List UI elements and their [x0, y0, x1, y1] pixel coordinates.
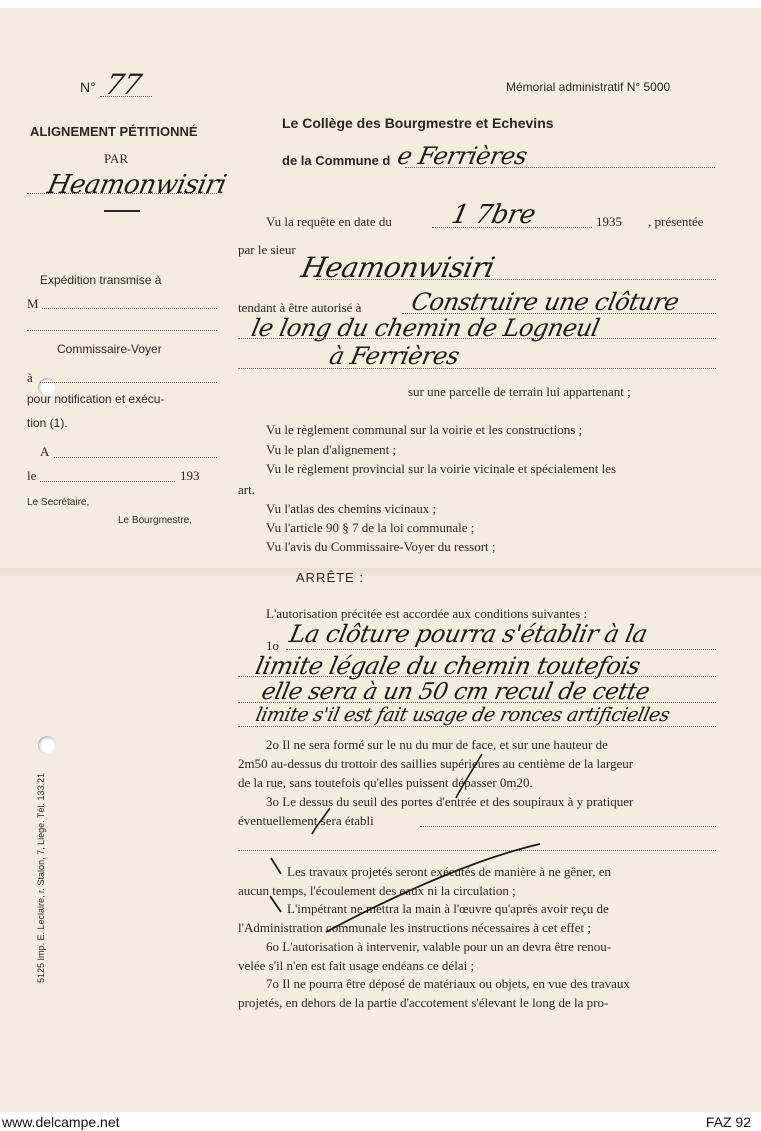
footer-reference: FAZ 92 [705, 1114, 751, 1130]
conditions-intro: L'autorisation précitée est accordée aux conditions suivantes : [266, 606, 588, 621]
a-place-label: A [40, 444, 50, 459]
notification-line-2: tion (1). [27, 416, 68, 430]
condition-3-line-1: 3o Le dessus du seuil des portes d'entrée et des soupiraux à y pratiquer [266, 794, 634, 809]
petitioner-name-handwritten: Heamonwisiri [44, 170, 229, 200]
a-label: à [27, 370, 33, 385]
vu-article-90: Vu l'article 90 § 7 de la loi communale ; [266, 520, 475, 535]
commune-name-handwritten: e Ferrières [395, 142, 530, 170]
condition-3-line-2: éventuellement sera établi [238, 813, 374, 828]
vu-atlas: Vu l'atlas des chemins vicinaux ; [266, 501, 437, 516]
notification-line-1: pour notification et exécu- [27, 392, 165, 406]
vu-reglement-provincial: Vu le règlement provincial sur la voirie vicinale et spécialement les [266, 461, 617, 476]
watermark-footer [0, 1113, 761, 1131]
year-193: 193 [180, 468, 200, 483]
condition-2-line-1: 2o Il ne sera formé sur le nu du mur de face, et sur une hauteur de [266, 737, 608, 752]
request-object-handwritten-3: à Ferrières [327, 342, 462, 370]
document-sheet [0, 8, 761, 1112]
number-handwritten: 77 [102, 68, 145, 101]
expedition-label: Expédition transmise à [40, 273, 162, 287]
condition-5-line-1: L'impétrant ne mettra la main à l'œuvre qu'après avoir reçu de [287, 901, 609, 916]
presentee-label: , présentée [648, 214, 704, 229]
secretaire-label: Le Secrétaire, [27, 497, 90, 508]
condition-5-line-2: l'Administration communale les instructions nécessaires à cet effet ; [238, 920, 591, 935]
condition-2-line-3: de la rue, sans toutefois qu'elles puissent dépasser 0m20. [238, 775, 533, 790]
condition-1-number: 1o [266, 638, 279, 653]
college-heading: Le Collège des Bourgmestre et Echevins [282, 115, 554, 131]
sieur-name-handwritten: Heamonwisiri [298, 251, 498, 284]
request-object-handwritten-1: Construire une clôture [409, 288, 682, 316]
request-date-handwritten: 1 7bre [448, 200, 539, 230]
condition-1-handwritten-2: limite légale du chemin toutefois [253, 652, 643, 680]
condition-7-line-1: 7o Il ne pourra être déposé de matériaux ou objets, en vue des travaux [266, 976, 630, 991]
condition-4-line-1: Les travaux projetés seront exécutés de manière à ne gêner, en [287, 864, 611, 879]
form-title: ALIGNEMENT PÉTITIONNÉ [30, 124, 198, 139]
request-year: 1935 [596, 214, 622, 229]
condition-6-line-1: 6o L'autorisation à intervenir, valable pour un an devra être renou- [266, 939, 612, 954]
bourgmestre-label: Le Bourgmestre, [118, 515, 192, 526]
commissaire-label: Commissaire-Voyer [57, 342, 162, 356]
le-label: le [27, 468, 37, 483]
condition-7-line-2: projetés, en dehors de la partie d'accotement s'élevant le long de la pro- [238, 995, 609, 1010]
vu-avis-commissaire: Vu l'avis du Commissaire-Voyer du ressort ; [266, 539, 496, 554]
request-object-handwritten-2: le long du chemin de Logneul [249, 314, 602, 342]
condition-4-line-2: aucun temps, l'écoulement des eaux ni la circulation ; [238, 883, 516, 898]
condition-6-line-2: velée s'il n'en est fait usage endéans ce délai ; [238, 958, 475, 973]
condition-2-line-2: 2m50 au-dessus du trottoir des saillies supérieures au centième de la largeur [238, 756, 634, 771]
par-label: PAR [104, 151, 129, 166]
vu-reglement-communal: Vu le règlement communal sur la voirie et les constructions ; [266, 422, 583, 437]
memorial-reference: Mémorial administratif N° 5000 [506, 80, 671, 94]
requete-label: Vu la requête en date du [266, 214, 392, 229]
sieur-label: par le sieur [238, 242, 296, 257]
condition-1-handwritten-1: La clôture pourra s'établir à la [287, 620, 650, 648]
vu-art: art. [238, 482, 255, 497]
tendant-label: tendant à être autorisé à [238, 300, 362, 315]
condition-1-handwritten-3: elle sera à un 50 cm recul de cette [259, 679, 652, 705]
printer-imprint: 5125 Imp. E. Leclaire, r. Stalon, 7, Liège. Tél. 133.21 [36, 773, 46, 983]
m-label: M [27, 296, 39, 311]
arrete-heading: ARRÊTE : [296, 570, 364, 585]
parcelle-text: sur une parcelle de terrain lui appartenant ; [408, 384, 631, 399]
footer-site: www.delcampe.net [2, 1114, 120, 1130]
vu-plan-alignement: Vu le plan d'alignement ; [266, 442, 397, 457]
condition-1-handwritten-4: limite s'il est fait usage de ronces artificielles [253, 704, 672, 726]
number-label: N° [80, 79, 96, 95]
commune-prefix: de la Commune d [282, 153, 391, 168]
handwritten-strike-marks [0, 8, 761, 1112]
